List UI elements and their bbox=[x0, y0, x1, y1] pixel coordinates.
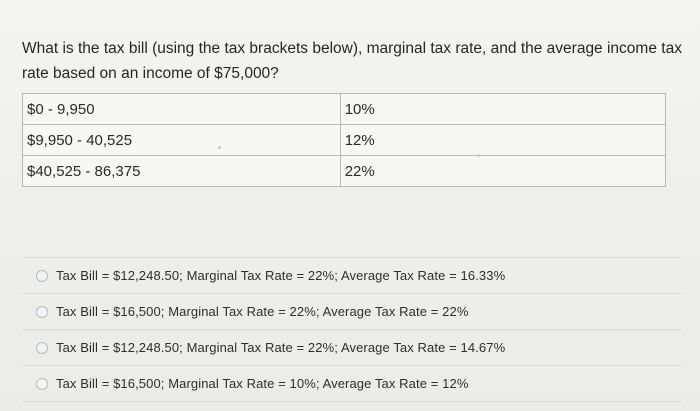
answer-option-4[interactable] bbox=[22, 365, 682, 402]
bracket-range-cell: $40,525 - 86,375 bbox=[23, 156, 341, 187]
table-row bbox=[23, 125, 666, 156]
radio-button-icon[interactable] bbox=[36, 378, 48, 390]
radio-button-icon[interactable] bbox=[36, 270, 48, 282]
answer-option-2[interactable] bbox=[22, 293, 682, 329]
question-text: What is the tax bill (using the tax brackets below), marginal tax rate, and the average income tax rate based on an income of $75,000? bbox=[22, 40, 682, 82]
table-row bbox=[23, 94, 666, 125]
decorative-dot bbox=[477, 154, 480, 157]
radio-button-icon[interactable] bbox=[36, 342, 48, 354]
bracket-rate-cell: 22% bbox=[340, 156, 665, 187]
answer-option-label: Tax Bill = $12,248.50; Marginal Tax Rate = 22%; Average Tax Rate = 14.67% bbox=[56, 340, 506, 355]
answer-option-1[interactable] bbox=[22, 257, 682, 293]
bracket-rate-cell: 12% bbox=[340, 125, 665, 156]
bracket-range-cell: $9,950 - 40,525 bbox=[23, 125, 341, 156]
answer-option-3[interactable] bbox=[22, 329, 682, 365]
table-row bbox=[23, 156, 666, 187]
answer-options bbox=[22, 257, 682, 402]
tax-brackets-table bbox=[22, 93, 666, 187]
radio-button-icon[interactable] bbox=[36, 306, 48, 318]
bracket-range-cell: $0 - 9,950 bbox=[23, 94, 341, 125]
answer-option-label: Tax Bill = $12,248.50; Marginal Tax Rate = 22%; Average Tax Rate = 16.33% bbox=[56, 268, 506, 283]
decorative-dot bbox=[218, 146, 221, 149]
answer-option-label: Tax Bill = $16,500; Marginal Tax Rate = 22%; Average Tax Rate = 22% bbox=[56, 304, 469, 319]
bracket-rate-cell: 10% bbox=[340, 94, 665, 125]
answer-option-label: Tax Bill = $16,500; Marginal Tax Rate = 10%; Average Tax Rate = 12% bbox=[56, 376, 469, 391]
